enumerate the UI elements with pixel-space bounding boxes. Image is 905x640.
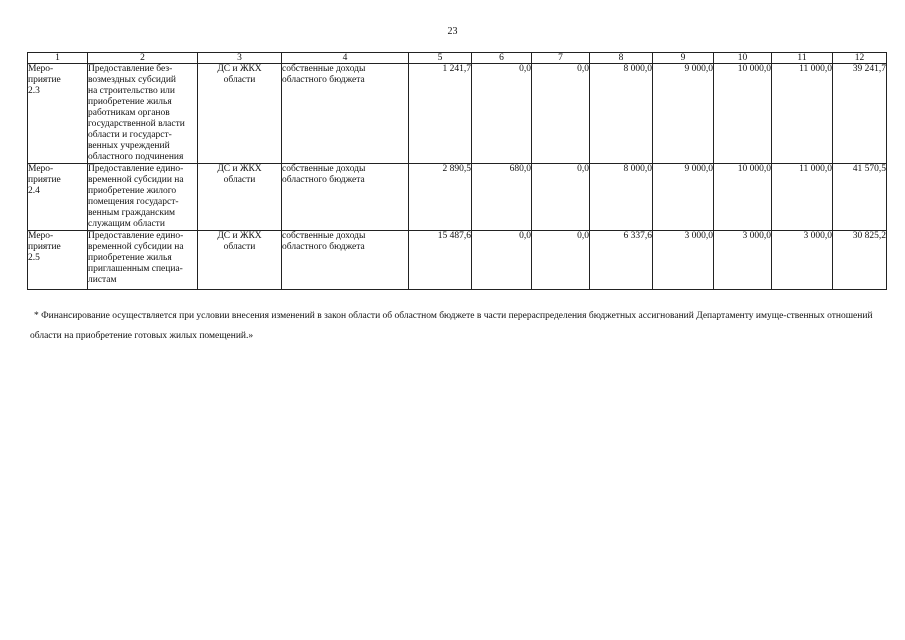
column-header: 9 <box>653 53 714 64</box>
event-name-cell: Предоставление едино- временной субсидии на приобретение жилья приглашенным специа- листам <box>88 231 198 290</box>
amount-cell: 2 890,5 <box>409 164 472 231</box>
amount-cell: 11 000,0 <box>772 64 833 164</box>
amount-cell: 15 487,6 <box>409 231 472 290</box>
event-number-cell: Меро- приятие 2.3 <box>28 64 88 164</box>
budget-table <box>27 52 887 290</box>
column-header: 4 <box>282 53 409 64</box>
funding-source-cell: собственные доходы областного бюджета <box>282 231 409 290</box>
event-number-cell: Меро- приятие 2.5 <box>28 231 88 290</box>
event-name-cell: Предоставление без- возмездных субсидий на строительство или приобретение жилья работникам органов государственной власти области и государст- венных учреждений областного подчинения <box>88 64 198 164</box>
amount-cell: 0,0 <box>532 64 590 164</box>
column-header: 7 <box>532 53 590 64</box>
funding-source-cell: собственные доходы областного бюджета <box>282 64 409 164</box>
executor-cell: ДС и ЖКХ области <box>198 164 282 231</box>
column-header: 2 <box>88 53 198 64</box>
amount-cell: 10 000,0 <box>714 64 772 164</box>
total-cell: 39 241,7 <box>833 64 887 164</box>
column-header: 12 <box>833 53 887 64</box>
amount-cell: 3 000,0 <box>772 231 833 290</box>
table-row <box>28 164 887 231</box>
amount-cell: 1 241,7 <box>409 64 472 164</box>
amount-cell: 6 337,6 <box>590 231 653 290</box>
total-cell: 30 825,2 <box>833 231 887 290</box>
table-header-row <box>28 53 887 64</box>
event-number-cell: Меро- приятие 2.4 <box>28 164 88 231</box>
column-header: 3 <box>198 53 282 64</box>
funding-source-cell: собственные доходы областного бюджета <box>282 164 409 231</box>
amount-cell: 0,0 <box>532 231 590 290</box>
table-row <box>28 64 887 164</box>
amount-cell: 9 000,0 <box>653 64 714 164</box>
column-header: 1 <box>28 53 88 64</box>
executor-cell: ДС и ЖКХ области <box>198 64 282 164</box>
total-cell: 41 570,5 <box>833 164 887 231</box>
amount-cell: 0,0 <box>472 231 532 290</box>
column-header: 5 <box>409 53 472 64</box>
amount-cell: 3 000,0 <box>714 231 772 290</box>
amount-cell: 10 000,0 <box>714 164 772 231</box>
table-row <box>28 231 887 290</box>
amount-cell: 11 000,0 <box>772 164 833 231</box>
column-header: 10 <box>714 53 772 64</box>
amount-cell: 680,0 <box>472 164 532 231</box>
amount-cell: 8 000,0 <box>590 64 653 164</box>
amount-cell: 3 000,0 <box>653 231 714 290</box>
amount-cell: 0,0 <box>532 164 590 231</box>
amount-cell: 8 000,0 <box>590 164 653 231</box>
executor-cell: ДС и ЖКХ области <box>198 231 282 290</box>
event-name-cell: Предоставление едино- временной субсидии на приобретение жилого помещения государст- венным гражданским служащим области <box>88 164 198 231</box>
column-header: 11 <box>772 53 833 64</box>
column-header: 8 <box>590 53 653 64</box>
amount-cell: 9 000,0 <box>653 164 714 231</box>
page-number: 23 <box>447 26 458 37</box>
column-header: 6 <box>472 53 532 64</box>
amount-cell: 0,0 <box>472 64 532 164</box>
footnote: * Финансирование осуществляется при условии внесения изменений в закон области об областном бюджете в части перераспределения бюджетных ассигнований Департаменту имуще-ственных отношений области на приобретение готовых жилых помещений.» <box>30 311 873 341</box>
